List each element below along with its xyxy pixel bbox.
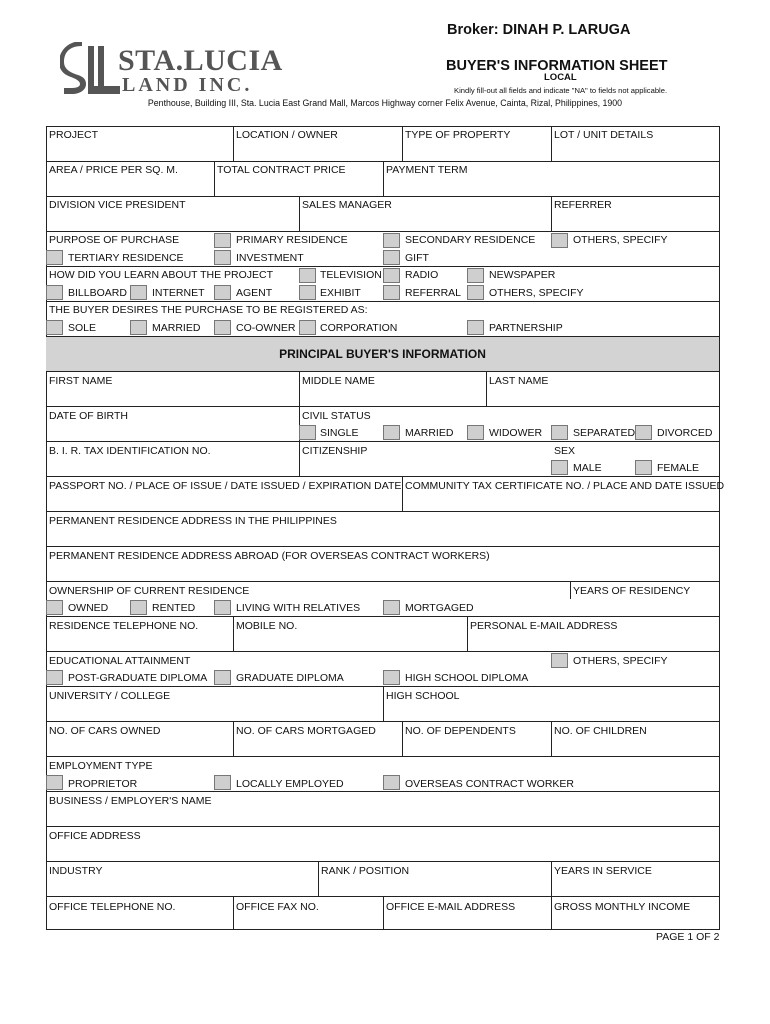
field-university[interactable]: UNIVERSITY / COLLEGE — [49, 690, 171, 702]
checkbox-gift[interactable] — [383, 250, 400, 265]
checkbox-post-graduate[interactable] — [46, 670, 63, 685]
field-personal-email[interactable]: PERSONAL E-MAIL ADDRESS — [470, 620, 618, 632]
company-logo — [60, 42, 320, 98]
option-married: MARRIED — [405, 427, 454, 439]
logo-wordmark: STA.LUCIA — [118, 44, 283, 77]
checkbox-primary-residence[interactable] — [214, 233, 231, 248]
education-label: EDUCATIONAL ATTAINMENT — [49, 655, 191, 667]
checkbox-purpose-others[interactable] — [551, 233, 568, 248]
field-perm-address-abroad[interactable]: PERMANENT RESIDENCE ADDRESS ABROAD (FOR OVERSEAS CONTRACT WORKERS) — [49, 550, 490, 562]
field-office-email[interactable]: OFFICE E-MAIL ADDRESS — [386, 901, 516, 913]
checkbox-partnership[interactable] — [467, 320, 484, 335]
checkbox-mortgaged[interactable] — [383, 600, 400, 615]
option-tertiary-residence: TERTIARY RESIDENCE — [68, 252, 184, 264]
field-children[interactable]: NO. OF CHILDREN — [554, 725, 647, 737]
option-single: SINGLE — [320, 427, 359, 439]
field-payment-term[interactable]: PAYMENT TERM — [386, 164, 468, 176]
field-ctc[interactable]: COMMUNITY TAX CERTIFICATE NO. / PLACE AND DATE ISSUED — [405, 480, 725, 492]
option-owned: OWNED — [68, 602, 109, 614]
section-title: PRINCIPAL BUYER'S INFORMATION — [279, 347, 486, 361]
field-dependents[interactable]: NO. OF DEPENDENTS — [405, 725, 516, 737]
checkbox-graduate[interactable] — [214, 670, 231, 685]
checkbox-investment[interactable] — [214, 250, 231, 265]
checkbox-living-with-relatives[interactable] — [214, 600, 231, 615]
form-subtitle: LOCAL — [544, 72, 577, 83]
option-post-graduate: POST-GRADUATE DIPLOMA — [68, 672, 208, 684]
option-married-reg: MARRIED — [152, 322, 201, 334]
option-male: MALE — [573, 462, 602, 474]
checkbox-exhibit[interactable] — [299, 285, 316, 300]
checkbox-widower[interactable] — [467, 425, 484, 440]
sex-label: SEX — [554, 445, 576, 457]
field-perm-address-ph[interactable]: PERMANENT RESIDENCE ADDRESS IN THE PHILIPPINES — [49, 515, 337, 527]
option-rented: RENTED — [152, 602, 196, 614]
page-number: PAGE 1 OF 2 — [656, 931, 720, 943]
company-address: Penthouse, Building III, Sta. Lucia East Grand Mall, Marcos Highway corner Felix Avenue, Cainta, Rizal, Philippines, 1900 — [147, 98, 623, 108]
option-corporation: CORPORATION — [320, 322, 398, 334]
checkbox-co-owner[interactable] — [214, 320, 231, 335]
employment-type-label: EMPLOYMENT TYPE — [49, 760, 153, 772]
field-high-school[interactable]: HIGH SCHOOL — [386, 690, 460, 702]
field-years-service[interactable]: YEARS IN SERVICE — [554, 865, 652, 877]
checkbox-referral[interactable] — [383, 285, 400, 300]
how-learn-label: HOW DID YOU LEARN ABOUT THE PROJECT — [49, 269, 274, 281]
option-ocw: OVERSEAS CONTRACT WORKER — [405, 778, 574, 790]
page-title: BUYER'S INFORMATION SHEET — [446, 58, 668, 74]
checkbox-male[interactable] — [551, 460, 568, 475]
checkbox-newspaper[interactable] — [467, 268, 484, 283]
field-total-contract-price[interactable]: TOTAL CONTRACT PRICE — [217, 164, 346, 176]
broker-name: Broker: DINAH P. LARUGA — [447, 22, 631, 38]
field-lot-unit-details[interactable]: LOT / UNIT DETAILS — [554, 129, 654, 141]
field-res-tel[interactable]: RESIDENCE TELEPHONE NO. — [49, 620, 199, 632]
checkbox-television[interactable] — [299, 268, 316, 283]
field-first-name[interactable]: FIRST NAME — [49, 375, 113, 387]
checkbox-learn-others[interactable] — [467, 285, 484, 300]
checkbox-corporation[interactable] — [299, 320, 316, 335]
field-middle-name[interactable]: MIDDLE NAME — [302, 375, 375, 387]
option-locally-employed: LOCALLY EMPLOYED — [236, 778, 344, 790]
checkbox-married-reg[interactable] — [130, 320, 147, 335]
field-industry[interactable]: INDUSTRY — [49, 865, 103, 877]
option-separated: SEPARATED — [573, 427, 636, 439]
option-secondary-residence: SECONDARY RESIDENCE — [405, 234, 536, 246]
field-employer-name[interactable]: BUSINESS / EMPLOYER'S NAME — [49, 795, 212, 807]
checkbox-agent[interactable] — [214, 285, 231, 300]
civil-status-label: CIVIL STATUS — [302, 410, 371, 422]
checkbox-sole[interactable] — [46, 320, 63, 335]
option-investment: INVESTMENT — [236, 252, 304, 264]
field-rank-position[interactable]: RANK / POSITION — [321, 865, 410, 877]
checkbox-divorced[interactable] — [635, 425, 652, 440]
field-years-residency[interactable]: YEARS OF RESIDENCY — [573, 585, 691, 597]
option-radio: RADIO — [405, 269, 439, 281]
checkbox-female[interactable] — [635, 460, 652, 475]
field-office-tel[interactable]: OFFICE TELEPHONE NO. — [49, 901, 176, 913]
option-exhibit: EXHIBIT — [320, 287, 361, 299]
option-education-others: OTHERS, SPECIFY — [573, 655, 668, 667]
checkbox-high-school-diploma[interactable] — [383, 670, 400, 685]
field-location-owner[interactable]: LOCATION / OWNER — [236, 129, 338, 141]
option-internet: INTERNET — [152, 287, 205, 299]
field-office-address[interactable]: OFFICE ADDRESS — [49, 830, 141, 842]
option-living-with-relatives: LIVING WITH RELATIVES — [236, 602, 361, 614]
option-widower: WIDOWER — [489, 427, 543, 439]
registered-as-label: THE BUYER DESIRES THE PURCHASE TO BE REGISTERED AS: — [49, 304, 368, 316]
checkbox-locally-employed[interactable] — [214, 775, 231, 790]
option-newspaper: NEWSPAPER — [489, 269, 556, 281]
field-project[interactable]: PROJECT — [49, 129, 99, 141]
option-billboard: BILLBOARD — [68, 287, 127, 299]
checkbox-rented[interactable] — [130, 600, 147, 615]
option-referral: REFERRAL — [405, 287, 462, 299]
field-tin[interactable]: B. I. R. TAX IDENTIFICATION NO. — [49, 445, 211, 457]
checkbox-internet[interactable] — [130, 285, 147, 300]
checkbox-radio[interactable] — [383, 268, 400, 283]
option-gift: GIFT — [405, 252, 429, 264]
field-cars-owned[interactable]: NO. OF CARS OWNED — [49, 725, 161, 737]
option-partnership: PARTNERSHIP — [489, 322, 563, 334]
option-divorced: DIVORCED — [657, 427, 713, 439]
field-type-of-property[interactable]: TYPE OF PROPERTY — [405, 129, 511, 141]
checkbox-ocw[interactable] — [383, 775, 400, 790]
field-sales-manager[interactable]: SALES MANAGER — [302, 199, 392, 211]
checkbox-married[interactable] — [383, 425, 400, 440]
option-agent: AGENT — [236, 287, 273, 299]
logo-subtitle: LAND INC. — [122, 74, 253, 96]
option-sole: SOLE — [68, 322, 97, 334]
ownership-label: OWNERSHIP OF CURRENT RESIDENCE — [49, 585, 250, 597]
field-cars-mortgaged[interactable]: NO. OF CARS MORTGAGED — [236, 725, 376, 737]
checkbox-billboard[interactable] — [46, 285, 63, 300]
field-gross-income[interactable]: GROSS MONTHLY INCOME — [554, 901, 691, 913]
option-purpose-others: OTHERS, SPECIFY — [573, 234, 668, 246]
purpose-label: PURPOSE OF PURCHASE — [49, 234, 180, 246]
field-date-of-birth[interactable]: DATE OF BIRTH — [49, 410, 128, 422]
instructions-note: Kindly fill-out all fields and indicate "NA" to fields not applicable. — [454, 86, 668, 95]
option-female: FEMALE — [657, 462, 700, 474]
checkbox-education-others[interactable] — [551, 653, 568, 668]
field-area-price[interactable]: AREA / PRICE PER SQ. M. — [49, 164, 178, 176]
option-mortgaged: MORTGAGED — [405, 602, 474, 614]
field-passport[interactable]: PASSPORT NO. / PLACE OF ISSUE / DATE ISSUED / EXPIRATION DATE — [49, 480, 402, 492]
checkbox-secondary-residence[interactable] — [383, 233, 400, 248]
field-mobile[interactable]: MOBILE NO. — [236, 620, 298, 632]
field-referrer[interactable]: REFERRER — [554, 199, 612, 211]
field-office-fax[interactable]: OFFICE FAX NO. — [236, 901, 319, 913]
option-television: TELEVISION — [320, 269, 382, 281]
checkbox-owned[interactable] — [46, 600, 63, 615]
checkbox-single[interactable] — [299, 425, 316, 440]
field-last-name[interactable]: LAST NAME — [489, 375, 549, 387]
field-division-vp[interactable]: DIVISION VICE PRESIDENT — [49, 199, 186, 211]
option-learn-others: OTHERS, SPECIFY — [489, 287, 584, 299]
option-co-owner: CO-OWNER — [236, 322, 296, 334]
checkbox-proprietor[interactable] — [46, 775, 63, 790]
option-primary-residence: PRIMARY RESIDENCE — [236, 234, 348, 246]
field-citizenship[interactable]: CITIZENSHIP — [302, 445, 368, 457]
checkbox-tertiary-residence[interactable] — [46, 250, 63, 265]
checkbox-separated[interactable] — [551, 425, 568, 440]
option-graduate: GRADUATE DIPLOMA — [236, 672, 344, 684]
option-high-school-diploma: HIGH SCHOOL DIPLOMA — [405, 672, 529, 684]
option-proprietor: PROPRIETOR — [68, 778, 138, 790]
